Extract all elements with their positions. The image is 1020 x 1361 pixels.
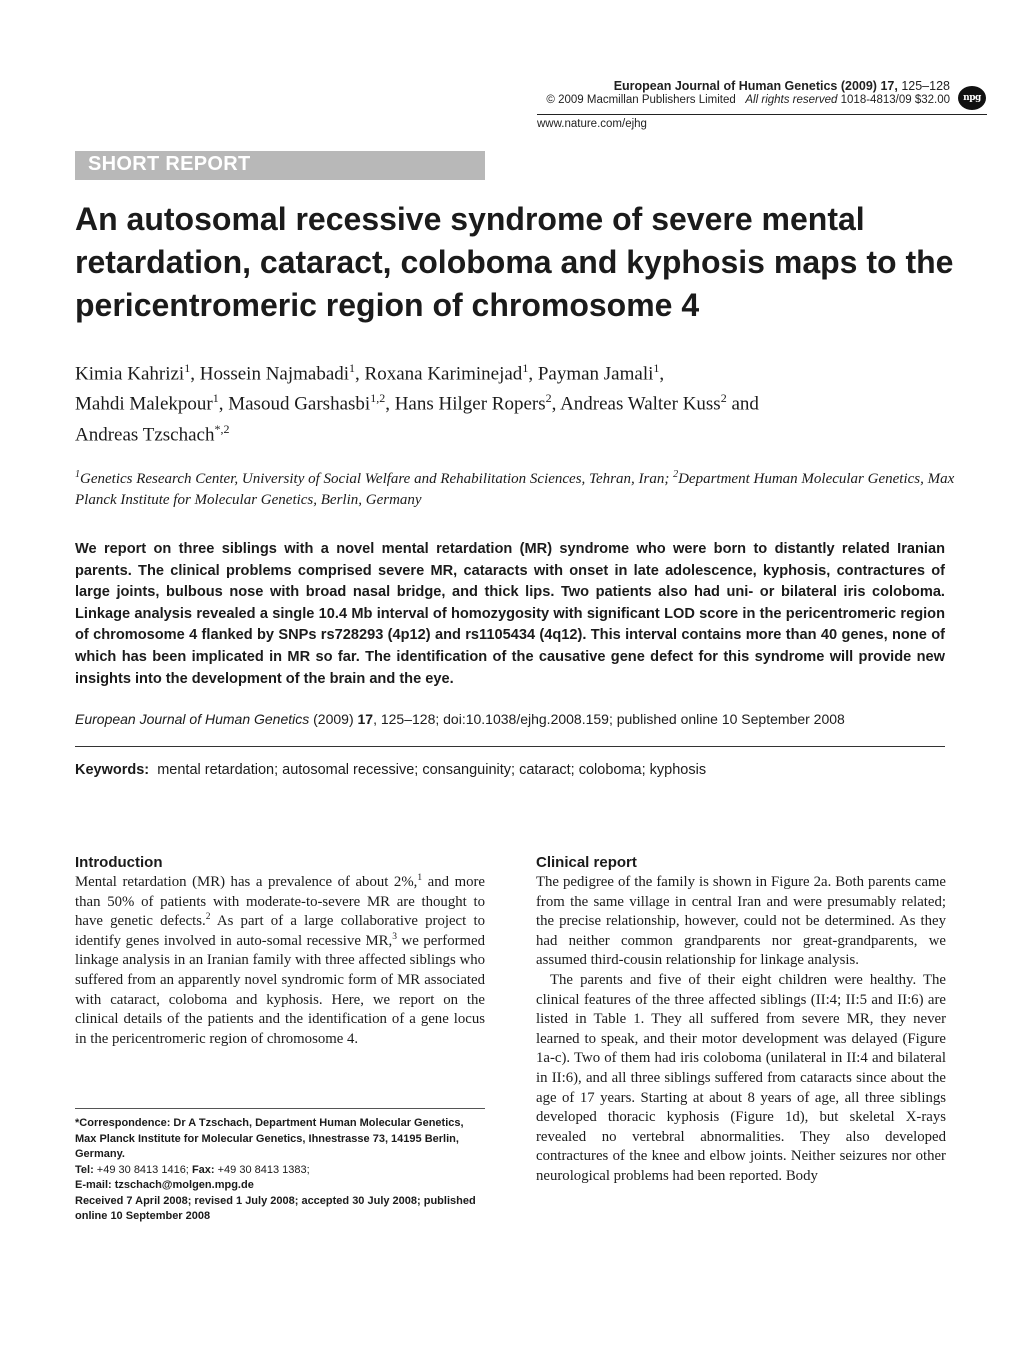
correspondence-address: *Correspondence: Dr A Tzschach, Department Human Molecular Genetics, Max Planck Institute for Molecular Genetics, Ihnestrasse 73, 14195 Berlin, Germany.: [75, 1117, 464, 1160]
author-name: Andreas Tzschach: [75, 423, 215, 445]
journal-volume: 17,: [880, 79, 898, 93]
article-title: An autosomal recessive syndrome of severe mental retardation, cataract, coloboma and kyphosis maps to the pericentromeric region of chromosome 4: [75, 201, 954, 323]
clinical-report-heading: Clinical report: [536, 854, 637, 871]
author-name: Hossein Najmabadi: [199, 363, 350, 385]
author-name: Masoud Garshasbi: [228, 393, 371, 415]
author-name: Andreas Walter Kuss: [560, 393, 721, 415]
reference-marker: 2: [205, 912, 211, 923]
footnote-divider: [75, 1108, 485, 1109]
author-affiliation-marker: 1: [653, 361, 660, 375]
article-dates: Received 7 April 2008; revised 1 July 2008; accepted 30 July 2008; published online 10 September 2008: [75, 1194, 476, 1222]
reference-marker: 1: [417, 873, 423, 884]
correspondence-footnote: [75, 1116, 485, 1225]
introduction-paragraph: Mental retardation (MR) has a prevalence of about 2%,$^1$ and more than 50% of patients with moderate-to-severe MR are thought to have genetic defects.$^2$ As part of a large collaborative project to identify genes involved in auto-somal recessive MR,$^3$ we performed linkage analysis in an Iranian family with three affected siblings who suffered from an apparently novel syndromic form of MR associated with cataract, coloboma and kyphosis. Here, we report on the clinical details of the patients and the identification of a gene locus in the pericentromeric region of chromosome 4.: [75, 873, 485, 1047]
correspondence-email: E-mail: tzschach@molgen.mpg.de: [75, 1179, 254, 1191]
author-name: Mahdi Malekpour: [75, 393, 213, 415]
author-affiliation-marker: 2: [545, 391, 552, 406]
affiliations: $^1$Genetics Research Center, University of Social Welfare and Rehabilitation Sciences, Tehran, Iran; $^2$Department Human Molecular Genetics, Max Planck Institute for Molecular Genetics, Berlin, Germany: [75, 469, 955, 508]
abstract: We report on three siblings with a novel mental retardation (MR) syndrome who were born to distantly related Iranian parents. The clinical problems comprised severe MR, cataracts with onset in late adolescence, kyphosis, contractures of large joints, bulbous nose with broad nasal bridge, and thick lips. Two patients also had uni- or bilateral iris coloboma. Linkage analysis revealed a single 10.4 Mb interval of homozygosity with significant LOD score in the pericentromeric region of chromosome 4 flanked by SNPs rs728293 (4p12) and rs1105434 (4q12). This interval contains more than 40 genes, none of which has been implicated in MR so far. The identification of the causative gene defect for this syndrome will provide new insights into the development of the brain and the eye.: [75, 541, 945, 687]
author-list: Kimia Kahrizi$^1$, Hossein Najmabadi$^1$, Roxana Kariminejad$^1$, Payman Jamali$^1$, Mahdi Malekpour$^1$, Masoud Garshasbi$^{1,2}$, Hans Hilger Ropers$^2$, Andreas Walter Kuss$^2$ and Andreas Tzschach$^{*,2}$: [75, 361, 759, 445]
journal-name: European Journal of Human Genetics (2009): [613, 79, 877, 93]
journal-url-link[interactable]: www.nature.com/ejhg: [537, 118, 647, 130]
author-affiliation-marker: *,2: [214, 421, 230, 436]
keywords-list: mental retardation; autosomal recessive; consanguinity; cataract; coloboma; kyphosis: [157, 762, 707, 778]
author-name: Hans Hilger Ropers: [394, 393, 546, 415]
section-label: SHORT REPORT: [88, 153, 251, 175]
journal-citation-line: [537, 79, 987, 93]
section-banner: [75, 151, 485, 180]
author-name: Roxana Kariminejad: [364, 363, 523, 385]
author-affiliation-marker: 1: [184, 361, 191, 375]
keywords-label: Keywords:: [75, 762, 150, 778]
keywords: [75, 762, 706, 778]
article-citation: European Journal of Human Genetics (2009) 17, 125–128; doi:10.1038/ejhg.2008.159; published online 10 September 2008: [75, 711, 845, 727]
npg-logo-icon: npg: [958, 86, 986, 110]
clinical-report-paragraph-2: The parents and five of their eight children were healthy. The clinical features of the three affected siblings (II:4; II:5 and II:6) are listed in Table 1. They all suffered from severe MR, they never learned to speak, and their motor development was delayed (Figure 1a-c). Two of them had iris coloboma (unilateral in II:4 and bilateral in II:6), and all three siblings suffered from cataracts since about the age of 17 years. Starting at about 8 years of age, all three siblings developed thoracic kyphosis (Figure 1d), but skeletal X-rays revealed no vertebral abnormalities. They also developed contractures of the knee and elbow joints. Neither seizures nor other neurological problems had been reported. Body: [536, 971, 946, 1184]
rights-reserved: All rights reserved: [745, 94, 838, 106]
issn-price: 1018-4813/09 $32.00: [840, 94, 950, 106]
journal-pages: 125–128: [901, 79, 950, 93]
author-name: Kimia Kahrizi: [75, 363, 185, 385]
left-column: [75, 853, 485, 1049]
correspondence-phone: Tel: +49 30 8413 1416; Fax: +49 30 8413 1383;: [75, 1163, 310, 1176]
right-column: [536, 853, 946, 1187]
abstract-divider: [75, 746, 945, 747]
journal-header: [537, 79, 987, 106]
copyright: © 2009 Macmillan Publishers Limited: [546, 94, 736, 106]
introduction-heading: Introduction: [75, 854, 163, 871]
affiliation-1: Genetics Research Center, University of Social Welfare and Rehabilitation Sciences, Tehran, Iran;: [80, 471, 674, 487]
header-divider: [537, 114, 987, 115]
author-name: Payman Jamali: [537, 363, 654, 385]
author-affiliation-marker: 2: [720, 391, 727, 406]
author-affiliation-marker: 1: [522, 361, 529, 375]
affiliation-2: Department Human Molecular Genetics, Max Planck Institute for Molecular Genetics, Berlin, Germany: [75, 471, 955, 508]
author-affiliation-marker: 1: [212, 391, 219, 406]
reference-marker: 3: [392, 931, 397, 942]
author-affiliation-marker: 1: [349, 361, 356, 375]
clinical-report-paragraph-1: The pedigree of the family is shown in Figure 2a. Both parents came from the same village in central Iran and were presumably related; the precise relationship, however, could not be determined. As they had neither common grandparents nor great-grandparents, we assumed third-cousin relationship for linkage analysis.: [536, 874, 946, 969]
author-affiliation-marker: 1,2: [370, 391, 386, 406]
journal-copyright-line: [537, 94, 987, 106]
